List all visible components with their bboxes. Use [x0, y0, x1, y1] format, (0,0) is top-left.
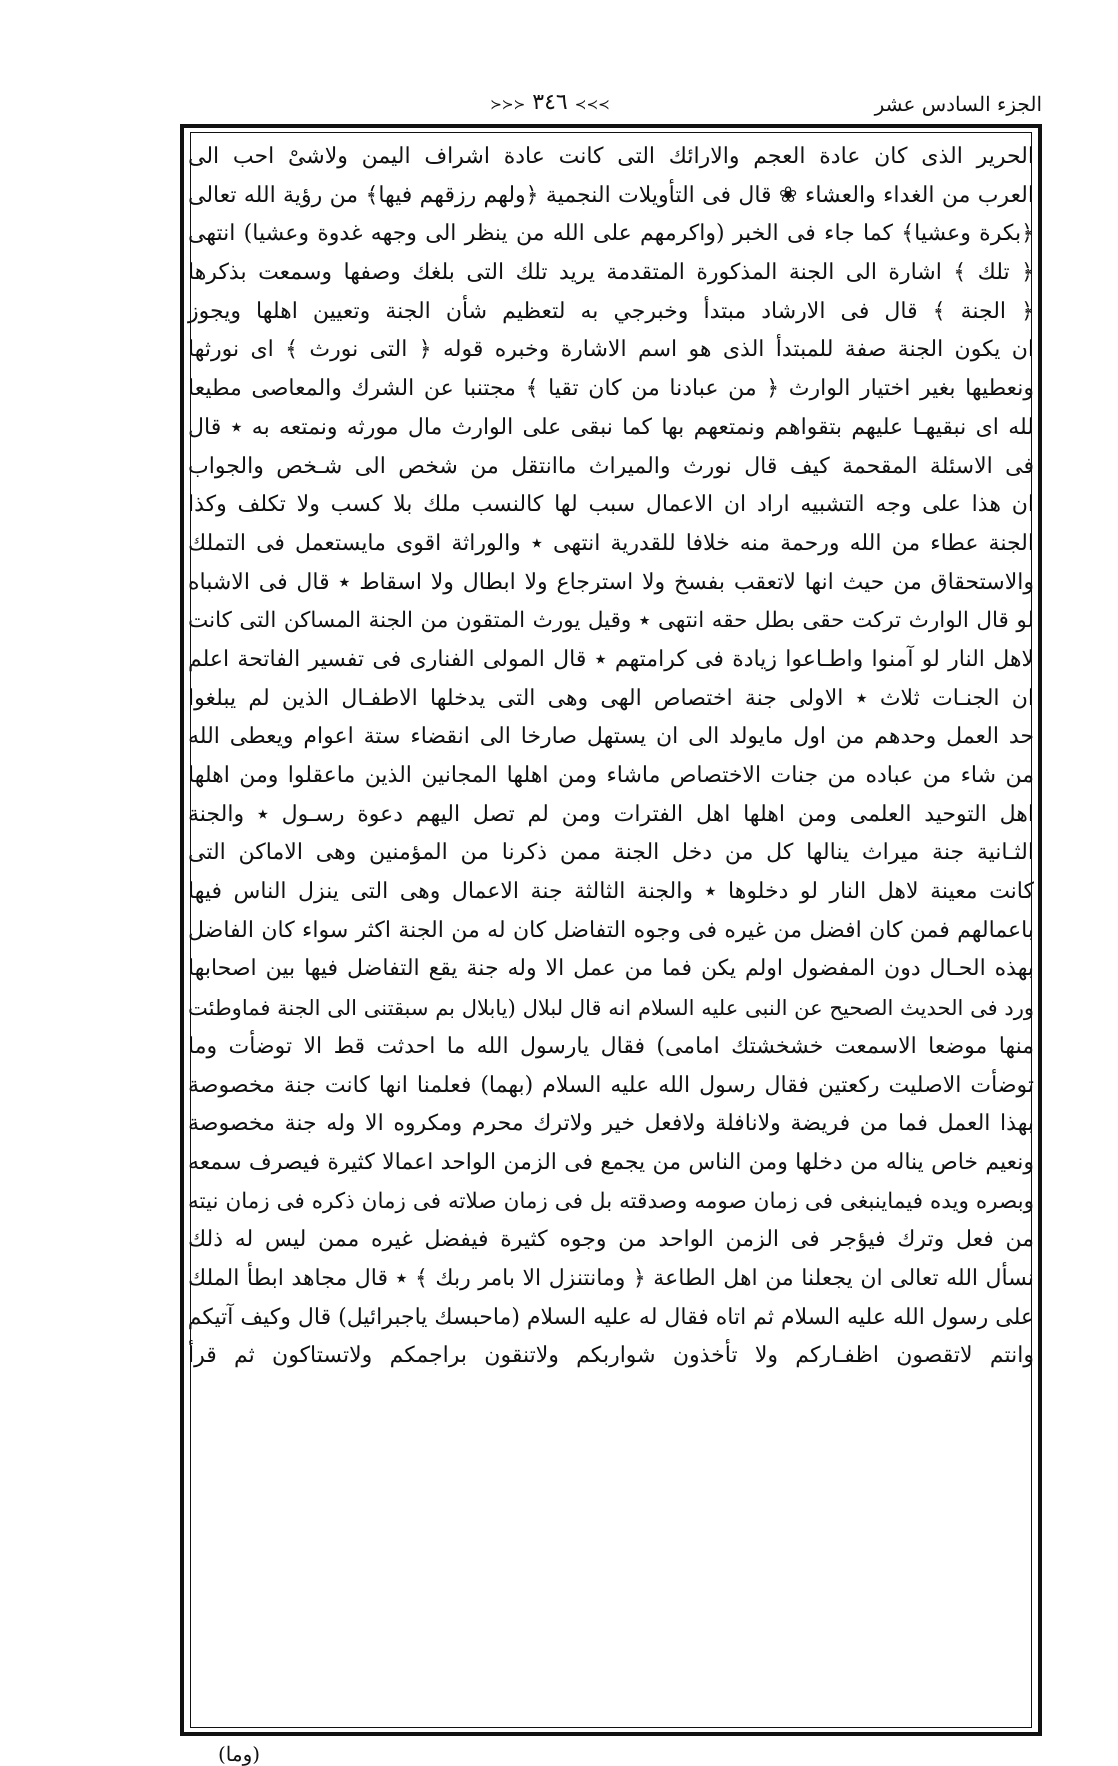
text-line: ان الجنـات ثلاث ٭ الاولى جنة اختصاص الهى وهى التى يدخلها الاطفـال الذين لم يبلغوا [188, 685, 1034, 711]
text-line: حد العمل وحدهم من اول مايولد الى ان يستهل صارخا الى انقضاء ستة اعوام ويعطى الله [188, 724, 1034, 750]
text-line: ونعطيها بغير اختيار الوارث ﴿ من عبادنا من كان تقيا ﴾ مجتنبا عن الشرك والمعاصى مطيعا [188, 376, 1034, 402]
text-line: لله اى نبقيهـا عليهم بتقواهم ونمتعهم بها كما نبقى على الوارث مال مورثه ونمتعه به ٭ قال [188, 414, 1034, 440]
text-line: ﴿ تلك ﴾ اشارة الى الجنة المذكورة المتقدمة يريد تلك التى بلغك وصفها وسمعت بذكرها [188, 260, 1034, 286]
text-line: ان هذا على وجه التشبيه اراد ان الاعمال سبب لها كالنسب ملك بلا كسب ولا تكلف وكذا [188, 492, 1034, 518]
text-line: والاستحقاق من حيث انها لاتعقب بفسخ ولا استرجاع ولا ابطال ولا اسقاط ٭ قال فى الاشباه [188, 569, 1034, 595]
page-number: ٣٤٦ [532, 90, 568, 115]
section-label: الجزء السادس عشر [874, 92, 1042, 116]
text-line: ورد فى الحديث الصحيح عن النبى عليه السلام انه قال لبلال (يابلال بم سبقتنى الى الجنة فماوطئت [188, 996, 1034, 1021]
text-line: بهذا العمل فما من فريضة ولانافلة ولافعل خير ولاترك محرم ومكروه الا وله جنة مخصوصة [188, 1111, 1034, 1137]
text-line: ﴿بكرة وعشيا﴾ كما جاء فى الخبر (واكرمهم على الله من ينظر الى وجهه غدوة وعشيا) انتهى [188, 221, 1034, 247]
ornament-left: ≻≻≻ [574, 97, 610, 113]
text-line: بهذه الحـال دون المفضول اولم يكن فما من عمل الا وله جنة يقع التفاضل فيها بين اصحابها [188, 956, 1034, 982]
text-line: لاهل النار لو آمنوا واطـاعوا زيادة فى كرامتهم ٭ قال المولى الفنارى فى تفسير الفاتحة اعلم [188, 646, 1034, 672]
text-line: نسأل الله تعالى ان يجعلنا من اهل الطاعة ﴿ ومانتنزل الا بامر ربك ﴾ ٭ قال مجاهد ابطأ الملك [188, 1265, 1034, 1291]
text-line: منها موضعا الاسمعت خشخشتك امامى) فقال يارسول الله ما احدثت قط الا توضأت وما [188, 1033, 1034, 1059]
text-line: العرب من الغداء والعشاء ❀ قال فى التأويلات النجمية ﴿ولهم رزقهم فيها﴾ من رؤية الله تعالى [188, 182, 1034, 208]
text-line: فى الاسئلة المقحمة كيف قال نورث والميراث ماانتقل من شخص الى شـخص والجواب [188, 453, 1034, 479]
text-line: ﴿ الجنة ﴾ قال فى الارشاد مبتدأ وخبرجي به لتعظيم شأن الجنة وتعيين اهلها ويجوز [188, 298, 1034, 324]
text-line: الحرير الذى كان عادة العجم والارائك التى كانت عادة اشراف اليمن ولاشىْ احب الى [188, 144, 1034, 169]
text-line: كانت معينة لاهل النار لو دخلوها ٭ والجنة الثالثة جنة الاعمال وهى التى ينزل الناس فيها [188, 879, 1034, 905]
text-line: على رسول الله عليه السلام ثم اتاه فقال له عليه السلام (ماحبسك ياجبرائيل) قال وكيف آتيكم [187, 1304, 1034, 1330]
text-line: ونعيم خاص يناله من دخلها ومن الناس من يجمع فى الزمن الواحد اعمالا كثيرة فيصرف سمعه [188, 1149, 1034, 1175]
text-line: وبصره ويده فيماينبغى فى زمان صومه وصدقته بل فى زمان صلاته فى زمان ذكره فى زمان نيته [188, 1188, 1034, 1214]
text-line: وانتم لاتقصون اظفـاركم ولا تأخذون شواربكم ولاتنقون براجمكم ولاتستاكون ثم قرأ [188, 1343, 1034, 1369]
catchword: (وما) [218, 1742, 261, 1766]
text-line: لو قال الوارث تركت حقى بطل حقه انتهى ٭ وقيل يورث المتقون من الجنة المساكن التى كانت [188, 608, 1034, 634]
page-header [180, 88, 1042, 124]
text-line: الثـانية جنة ميراث ينالها كل من دخل الجنة ممن ذكرنا من المؤمنين وهى الاماكن التى [188, 840, 1034, 866]
text-line: الجنة عطاء من الله ورحمة منه خلافا للقدرية انتهى ٭ والوراثة اقوى مايستعمل فى التملك [188, 530, 1034, 556]
text-line: من شاء من عباده من جنات الاختصاص ماشاء ومن اهلها المجانين الذين ماعقلوا ومن اهلها [188, 763, 1034, 788]
page-number-block [460, 90, 640, 115]
text-line: باعمالهم فمن كان افضل من غيره فى وجوه التفاضل كان له من الجنة اكثر سواء كان الفاضل [188, 917, 1034, 943]
main-text-body [188, 138, 1034, 1376]
text-line: توضأت الاصليت ركعتين فقال رسول الله عليه السلام (بهما) فعلمنا انها كانت جنة مخصوصة [188, 1072, 1034, 1098]
text-line: من فعل وترك فيؤجر فى الزمن الواحد من وجوه كثيرة فيفضل غيره ممن ليس له ذلك [188, 1227, 1034, 1253]
text-line: ان يكون الجنة صفة للمبتدأ الذى هو اسم الاشارة وخبره قوله ﴿ التى نورث ﴾ اى نورثها [188, 337, 1034, 363]
ornament-right: ≺≺≺ [490, 97, 526, 113]
text-line: اهل التوحيد العلمى ومن اهلها اهل الفترات ومن لم تصل اليهم دعوة رسـول ٭ والجنة [188, 801, 1034, 827]
